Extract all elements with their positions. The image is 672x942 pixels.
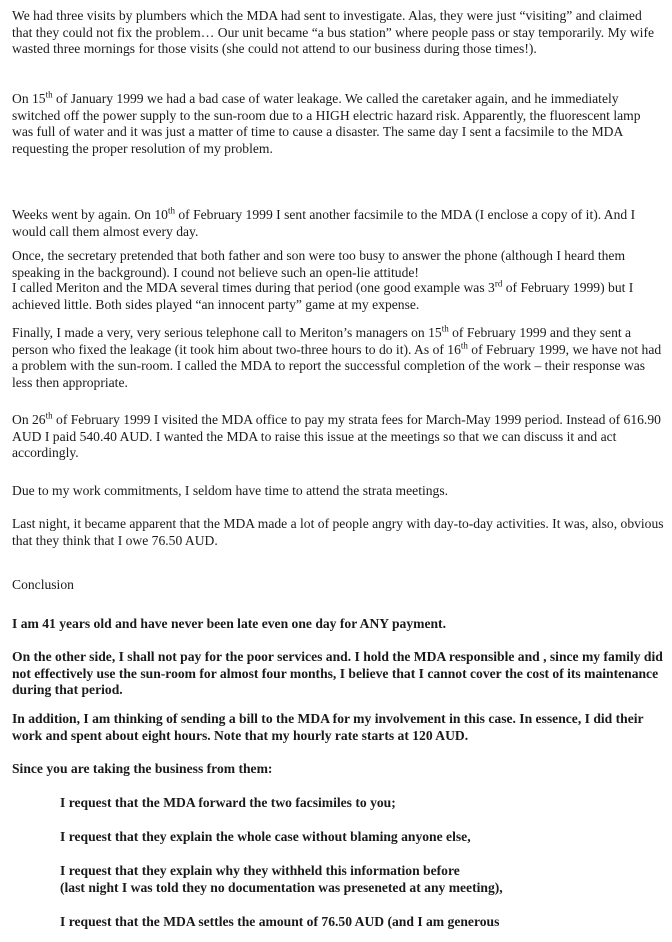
paragraph-water-leakage: On 15th of January 1999 we had a bad case of water leakage. We called the caretaker again, and he immediately switched off the power supply to the sun-room due to a HIGH electric hazard risk. Apparently, the fluorescent lamp was full of water and it was just a matter of time to cause a disaster. The same day I sent a facsimile to the MDA requesting the proper resolution of my problem. <box>12 89 641 156</box>
request-facsimiles: I request that the MDA forward the two facsimiles to you; <box>60 795 396 810</box>
paragraph-plumber-visits: We had three visits by plumbers which the MDA had sent to investigate. Alas, they were just “visiting” and claimed that they could not fix the problem… Our unit became “a bus station” where people pass or stay temporarily. My wife wasted three mornings for those visits (she could not attend to our business during those times!). <box>12 8 654 57</box>
request-settle-amount: I request that the MDA settles the amount of 76.50 AUD (and I am generous <box>60 914 500 929</box>
conclusion-poor-services: On the other side, I shall not pay for the poor services and. I hold the MDA responsible and , since my family did not effectively use the sun-room for almost four months, I believe that I cannot cover the cost of its maintenance during that period. <box>12 649 663 698</box>
paragraph-secretary: Once, the secretary pretended that both father and son were too busy to answer the phone (although I heard them speaking in the background). I cound not believe such an open-lie attitude! <box>12 248 626 280</box>
request-explain-case: I request that they explain the whole case without blaming anyone else, <box>60 829 471 844</box>
conclusion-heading: Conclusion <box>12 577 74 592</box>
paragraph-work-commitments: Due to my work commitments, I seldom have time to attend the strata meetings. <box>12 483 449 498</box>
request-withheld-info: I request that they explain why they withheld this information before (last night I was told they no documentation was preseneted at any meeting), <box>60 863 503 895</box>
paragraph-last-night: Last night, it became apparent that the MDA made a lot of people angry with day-to-day activities. It was, also, obvious that they think that I owe 76.50 AUD. <box>12 516 664 548</box>
conclusion-taking-business: Since you are taking the business from them: <box>12 761 273 776</box>
paragraph-meriton-calls: I called Meriton and the MDA several times during that period (one good example was 3rd of February 1999) but I achieved little. Both sides played “an innocent party” game at my expense. <box>12 278 634 312</box>
conclusion-payment-record: I am 41 years old and have never been late even one day for ANY payment. <box>12 616 446 631</box>
conclusion-bill: In addition, I am thinking of sending a bill to the MDA for my involvement in this case. In essence, I did their work and spent about eight hours. Note that my hourly rate starts at 120 AUD. <box>12 711 644 743</box>
paragraph-serious-call: Finally, I made a very, very serious telephone call to Meriton’s managers on 15th of February 1999 and they sent a person who fixed the leakage (it took him about two-three hours to do it). As of 16th of February 1999, we have not had a problem with the sun-room. I called the MDA to report the successful completion of the work – their response was less then appropriate. <box>12 323 662 390</box>
paragraph-strata-fees: On 26th of February 1999 I visited the MDA office to pay my strata fees for March-May 1999 period. Instead of 616.90 AUD I paid 540.40 AUD. I wanted the MDA to raise this issue at the meetings so that we can discuss it and act accordingly. <box>12 410 661 461</box>
paragraph-weeks-went-by: Weeks went by again. On 10th of February 1999 I sent another facsimile to the MDA (I enclose a copy of it). And I would call them almost every day. <box>12 205 636 239</box>
